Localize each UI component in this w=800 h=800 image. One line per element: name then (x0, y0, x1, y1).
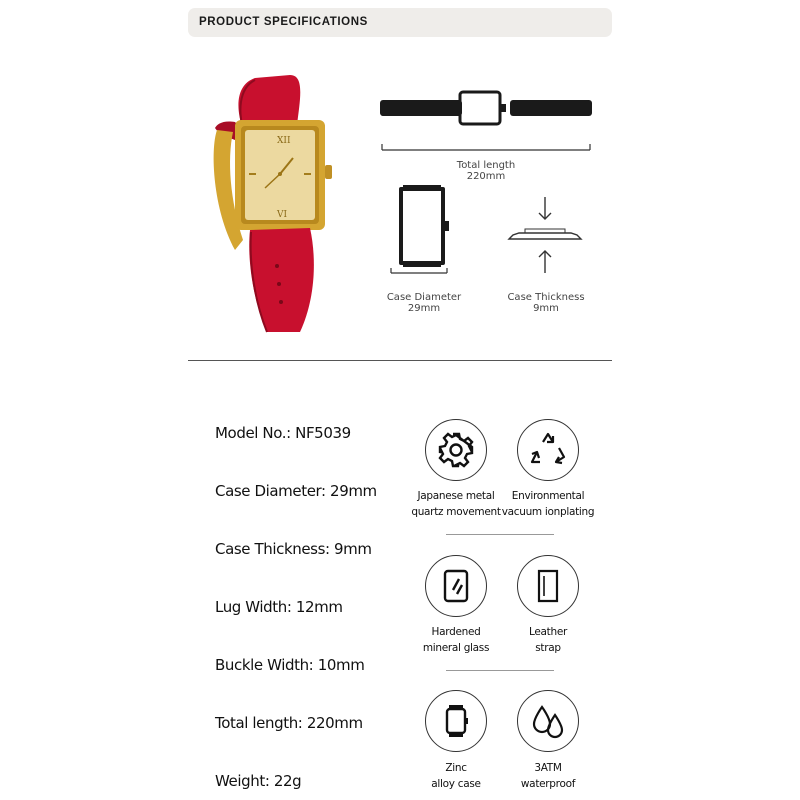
case-thickness-value: 9mm (533, 303, 559, 314)
feature-glass-line1: Hardened (431, 626, 481, 638)
feature-strap-label (493, 624, 603, 656)
feature-case-line1: Zinc (445, 762, 467, 774)
spec-lug-width: Lug Width: 12mm (215, 598, 343, 616)
feature-strap-line1: Leather (528, 626, 567, 638)
feature-case-badge (425, 690, 487, 752)
feature-plating-badge (517, 419, 579, 481)
section-header (188, 8, 612, 37)
feature-movement-line2: quartz movement (411, 506, 501, 518)
spec-buckle-width: Buckle Width: 10mm (215, 656, 365, 674)
feature-separator (446, 670, 554, 671)
total-length-caption (436, 160, 536, 182)
spec-case-thickness: Case Thickness: 9mm (215, 540, 372, 558)
svg-text:XII: XII (277, 136, 291, 146)
case-thickness-diagram (505, 195, 585, 277)
total-length-label: Total length (456, 160, 516, 171)
total-length-diagram (378, 88, 596, 158)
feature-plating-label (493, 488, 603, 520)
feature-movement-line1: Japanese metal (417, 490, 495, 502)
glass-icon (436, 566, 476, 606)
section-title: PRODUCT SPECIFICATIONS (199, 16, 368, 28)
water-drops-icon (528, 701, 568, 741)
feature-movement-badge (425, 419, 487, 481)
cup-icon (528, 566, 568, 606)
feature-plating-line1: Environmental (511, 490, 585, 502)
feature-separator (446, 534, 554, 535)
feature-glass-line2: mineral glass (422, 642, 490, 654)
case-diameter-value: 29mm (407, 303, 441, 314)
spec-model-no: Model No.: NF5039 (215, 424, 351, 442)
feature-plating-line2: vacuum ionplating (501, 506, 595, 518)
case-thickness-caption (496, 292, 596, 314)
feature-strap-line2: strap (535, 642, 561, 654)
case-diameter-label: Case Diameter (386, 292, 462, 303)
section-divider (188, 360, 612, 361)
feature-waterproof-badge (517, 690, 579, 752)
total-length-value: 220mm (466, 171, 506, 182)
case-thickness-label: Case Thickness (507, 292, 585, 303)
spec-total-length: Total length: 220mm (215, 714, 363, 732)
spec-weight: Weight: 22g (215, 772, 302, 790)
watch-product-image (205, 70, 345, 340)
feature-waterproof-line2: waterproof (520, 778, 576, 790)
feature-waterproof-label (493, 760, 603, 792)
svg-text:VI: VI (277, 210, 288, 220)
feature-case-line2: alloy case (431, 778, 481, 790)
recycle-icon (528, 430, 568, 470)
case-diameter-caption (374, 292, 474, 314)
case-diameter-diagram (385, 185, 465, 277)
spec-case-diameter: Case Diameter: 29mm (215, 482, 377, 500)
feature-glass-badge (425, 555, 487, 617)
gear-icon (436, 430, 476, 470)
feature-waterproof-line1: 3ATM (534, 762, 562, 774)
feature-strap-badge (517, 555, 579, 617)
watch-case-icon (436, 701, 476, 741)
